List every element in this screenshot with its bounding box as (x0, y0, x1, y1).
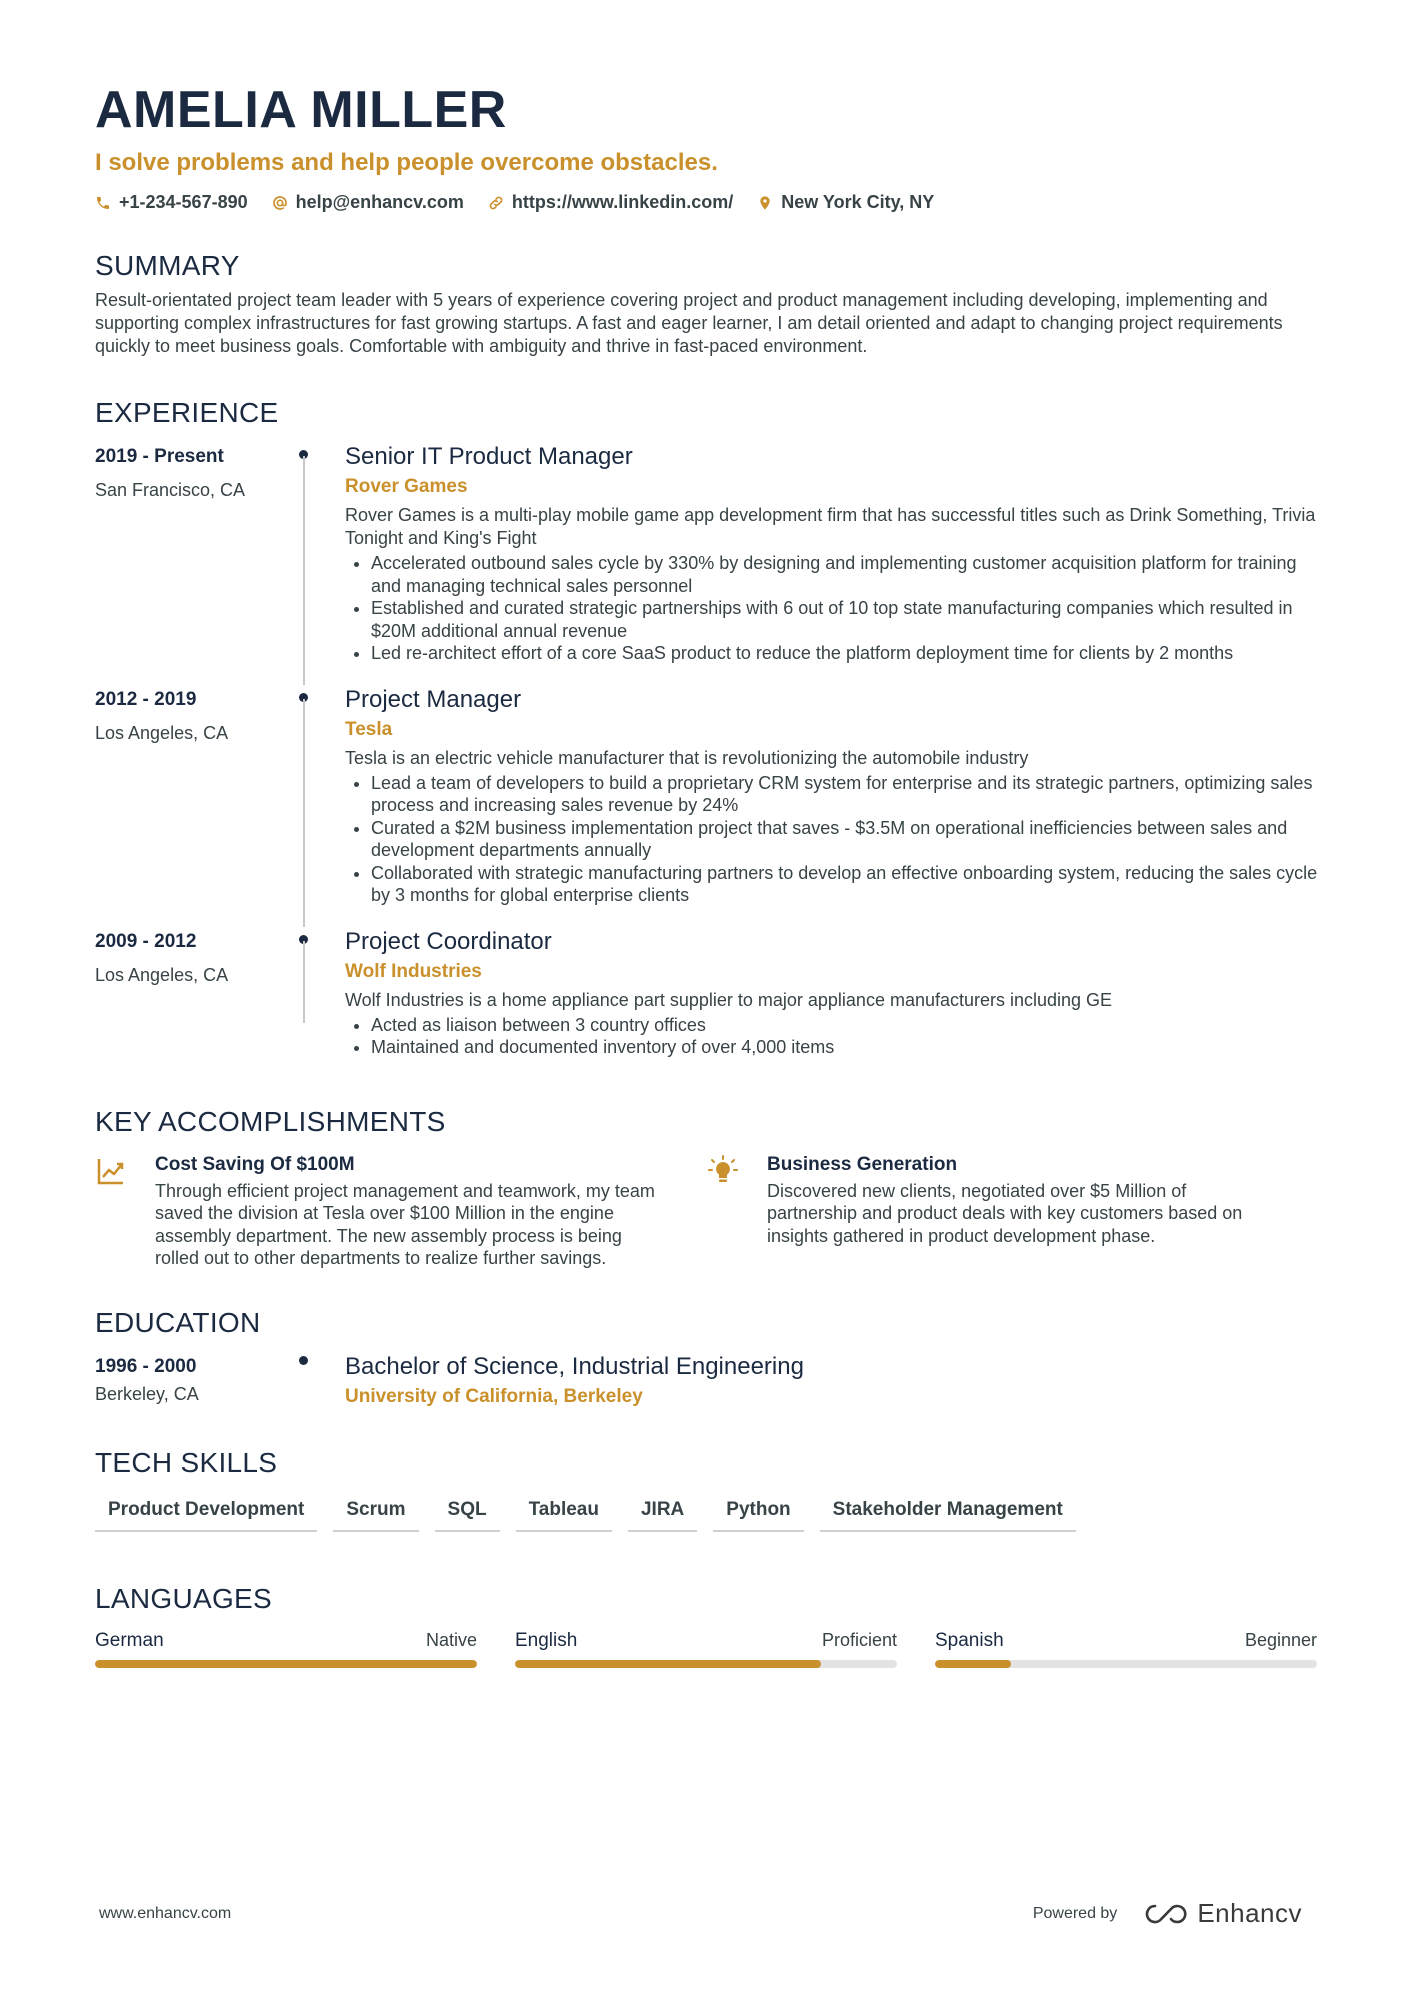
timeline-rail (295, 927, 345, 1079)
timeline-dot (299, 1356, 308, 1365)
timeline-line (303, 456, 305, 685)
language-bar (95, 1660, 477, 1668)
achievement-item: • Curated a $2M business implementation project that saves - $3.5M on operational inefficiencies between sales and development departments annually (371, 817, 1319, 862)
experience-location: Los Angeles, CA (95, 964, 229, 985)
languages-section (95, 1582, 1319, 1668)
candidate-name: AMELIA MILLER (95, 81, 507, 139)
location-text: New York City, NY (781, 192, 935, 212)
skill-tag: Product Development (95, 1498, 317, 1532)
language-name: Spanish (935, 1629, 1004, 1651)
language-level: Proficient (821, 1629, 897, 1650)
skills-list (95, 1498, 1319, 1532)
achievement-item: • Collaborated with strategic manufacturing partners to develop an effective onboarding system, reducing the sales cycle by 3 months for global enterprise clients (371, 862, 1319, 907)
accomplishments-section (95, 1105, 1319, 1270)
link-icon (488, 195, 504, 211)
accomplishment-text: Through efficient project management and teamwork, my team saved the division at Tesla over $100 Million in the engine assembly department. The new assembly process is being rolled out to other departments to realize further savings. (155, 1180, 655, 1268)
phone-icon (95, 195, 111, 211)
timeline-rail (295, 442, 345, 685)
skill-tag: SQL (435, 1498, 500, 1532)
timeline-line (303, 941, 305, 1023)
contact-linkedin[interactable] (488, 192, 733, 213)
accomplishments-title: KEY ACCOMPLISHMENTS (95, 1105, 446, 1137)
language-item (95, 1630, 477, 1668)
chart-line-icon (95, 1155, 127, 1187)
job-title: Project Manager (345, 685, 522, 713)
language-bar (515, 1660, 897, 1668)
language-bar (935, 1660, 1317, 1668)
experience-title: EXPERIENCE (95, 397, 279, 428)
company-description: Rover Games is a multi-play mobile game app development firm that has successful titles such as Drink Something, Trivia Tonight and King's Fight (345, 505, 1316, 548)
skill-tag: Stakeholder Management (820, 1498, 1076, 1532)
experience-timeline (95, 442, 1319, 1079)
language-item (515, 1630, 897, 1668)
contact-email[interactable] (272, 192, 464, 213)
achievement-item: • Accelerated outbound sales cycle by 330% by designing and implementing customer acquisition platform for training and managing technical sales personnel (371, 552, 1319, 597)
language-item (935, 1630, 1317, 1668)
school-name: University of California, Berkeley (345, 1385, 643, 1407)
language-bar-fill (935, 1660, 1011, 1668)
education-date: 1996 - 2000 (95, 1355, 197, 1377)
brand-name: Enhancv (1197, 1898, 1302, 1928)
languages-title: LANGUAGES (95, 1582, 272, 1614)
job-title: Project Coordinator (345, 927, 552, 955)
company-description: Tesla is an electric vehicle manufacturer that is revolutionizing the automobile industry (345, 747, 1029, 768)
achievement-item: • Led re-architect effort of a core SaaS product to reduce the platform deployment time for clients by 2 months (371, 642, 1319, 665)
experience-entry (95, 927, 1319, 1079)
skill-tag: Python (713, 1498, 803, 1532)
education-location: Berkeley, CA (95, 1383, 199, 1404)
summary-section (95, 249, 1319, 358)
location-pin-icon (757, 195, 773, 211)
achievement-item: • Lead a team of developers to build a proprietary CRM system for enterprise and its strategic partners, optimizing sales process and increasing sales revenue by 24% (371, 772, 1319, 817)
education-entry (95, 1352, 1319, 1408)
phone-text: +1-234-567-890 (119, 192, 248, 212)
language-name: German (95, 1629, 164, 1651)
resume-page (95, 80, 1319, 1668)
degree: Bachelor of Science, Industrial Engineering (345, 1352, 804, 1380)
timeline-line (303, 699, 305, 927)
summary-title: SUMMARY (95, 250, 240, 281)
company-name: Tesla (345, 718, 393, 740)
tagline: I solve problems and help people overcome obstacles. (95, 149, 718, 176)
timeline-rail (295, 1352, 345, 1408)
contact-bar (95, 192, 1319, 213)
accomplishment-card (95, 1153, 707, 1270)
company-name: Wolf Industries (345, 960, 482, 982)
accomplishment-title: Cost Saving Of $100M (155, 1153, 355, 1175)
achievement-item: • Maintained and documented inventory of over 4,000 items (371, 1036, 1319, 1059)
at-icon (272, 195, 288, 211)
experience-entry (95, 442, 1319, 685)
experience-section (95, 396, 1319, 1079)
education-title: EDUCATION (95, 1306, 261, 1338)
enhancv-logo-icon (1143, 1902, 1189, 1926)
language-level: Native (425, 1629, 477, 1650)
skills-title: TECH SKILLS (95, 1446, 278, 1478)
company-description: Wolf Industries is a home appliance part supplier to major appliance manufacturers including GE (345, 989, 1113, 1010)
experience-date: 2019 - Present (95, 446, 224, 467)
language-name: English (515, 1629, 578, 1651)
languages-list (95, 1630, 1319, 1668)
company-name: Rover Games (345, 476, 468, 497)
accomplishment-title: Business Generation (767, 1153, 958, 1175)
footer-website[interactable]: www.enhancv.com (99, 1905, 232, 1922)
timeline-rail (295, 685, 345, 927)
experience-location: Los Angeles, CA (95, 722, 229, 743)
summary-text: Result-orientated project team leader with 5 years of experience covering project and product management including developing, implementing and supporting complex infrastructures for fast growing startups. A fast and eager learner, I am detail oriented and adapt to changing project requirements quickly to meet business goals. Comfortable with ambiguity and thrive in fast-paced environment. (95, 290, 1283, 356)
language-bar-fill (95, 1660, 477, 1668)
skill-tag: JIRA (628, 1498, 697, 1532)
achievement-list (345, 552, 1319, 665)
powered-by-label: Powered by (1032, 1904, 1118, 1922)
skill-tag: Tableau (516, 1498, 612, 1532)
contact-location (757, 192, 934, 213)
education-section (95, 1306, 1319, 1408)
experience-entry (95, 685, 1319, 927)
language-bar-fill (515, 1660, 821, 1668)
enhancv-logo[interactable] (1143, 1898, 1302, 1929)
language-level: Beginner (1244, 1629, 1317, 1650)
achievement-item: • Established and curated strategic partnerships with 6 out of 10 top state manufacturing companies which resulted in $20M additional annual revenue (371, 597, 1319, 642)
contact-phone[interactable] (95, 192, 248, 213)
linkedin-text: https://www.linkedin.com/ (511, 192, 734, 212)
email-text: help@enhancv.com (295, 192, 464, 212)
skills-section (95, 1446, 1319, 1532)
lightbulb-icon (707, 1155, 739, 1187)
experience-date: 2012 - 2019 (95, 688, 197, 710)
accomplishment-card (707, 1153, 1319, 1270)
skill-tag: Scrum (333, 1498, 418, 1532)
footer-branding (1033, 1898, 1302, 1929)
achievement-list (345, 1014, 1319, 1059)
job-title: Senior IT Product Manager (345, 443, 633, 470)
achievement-list (345, 772, 1319, 907)
accomplishment-text: Discovered new clients, negotiated over $5 Million of partnership and product deals with key customers based on insights gathered in product development phase. (767, 1180, 1243, 1246)
achievement-item: • Acted as liaison between 3 country offices (371, 1014, 1319, 1037)
experience-location: San Francisco, CA (95, 480, 246, 500)
experience-date: 2009 - 2012 (95, 930, 197, 952)
